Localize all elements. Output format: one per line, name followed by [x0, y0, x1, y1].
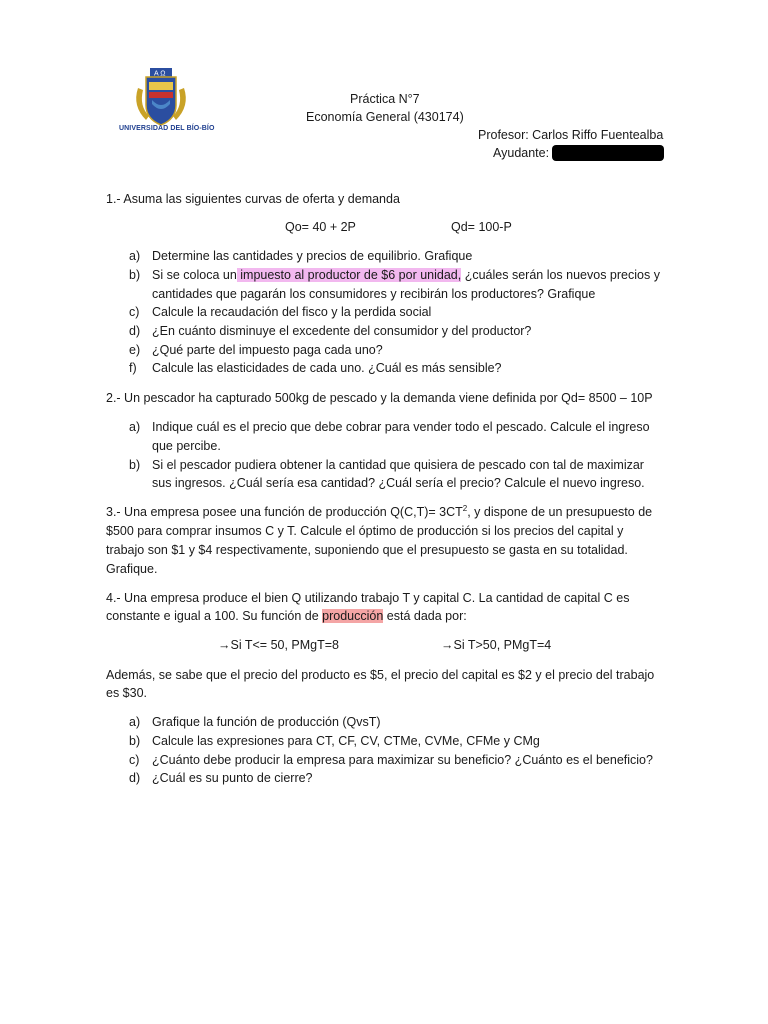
- q4-line2: [106, 609, 467, 623]
- q3-line4: Grafique.: [106, 562, 158, 576]
- q3-line1: [106, 505, 652, 519]
- q4-letter-c: c): [129, 753, 140, 767]
- q4-line2-post: está dada por:: [386, 609, 467, 623]
- q3-line3: trabajo son $1 y $4 respectivamente, suponiendo que el presupuesto se gasta en su totalidad.: [106, 543, 628, 557]
- q1-item-b-pre: Si se coloca un: [152, 268, 237, 282]
- q1-intro: 1.- Asuma las siguientes curvas de oferta y demanda: [106, 192, 400, 206]
- q4-line2-pre: constante e igual a 100. Su función de: [106, 609, 319, 623]
- q1-item-b: [152, 268, 660, 282]
- q1-letter-b: b): [129, 268, 141, 282]
- course-name: Economía General (430174): [306, 110, 464, 124]
- q1-letter-a: a): [129, 249, 141, 263]
- tax-highlight: impuesto al productor de $6 por unidad,: [236, 268, 462, 282]
- document-title: Práctica N°7: [350, 92, 420, 106]
- q2-intro: 2.- Un pescador ha capturado 500kg de pescado y la demanda viene definida por Qd= 8500 – 10P: [106, 391, 653, 405]
- assistant-label: Ayudante:: [493, 146, 550, 160]
- q1-supply-equation: Qo= 40 + 2P: [285, 220, 356, 234]
- q4-item-a: Grafique la función de producción (QvsT): [152, 715, 381, 729]
- svg-text:A Ω: A Ω: [154, 70, 166, 78]
- q1-item-a: Determine las cantidades y precios de equilibrio. Grafique: [152, 249, 473, 263]
- q1-item-b-post: ¿cuáles serán los nuevos precios y: [461, 268, 660, 282]
- q2-item-a-line2: que percibe.: [152, 439, 221, 453]
- q4-extra-line2: es $30.: [106, 686, 148, 700]
- q1-item-c: Calcule la recaudación del fisco y la perdida social: [152, 305, 432, 319]
- university-name: UNIVERSIDAD DEL BÍO-BÍO: [119, 125, 215, 132]
- q1-item-b-line2: cantidades que pagarán los consumidores y recibirán los productores? Grafique: [152, 287, 596, 301]
- q2-item-a: Indique cuál es el precio que debe cobrar para vender todo el pescado. Calcule el ingreso: [152, 420, 650, 434]
- q2-item-b-line2: sus ingresos. ¿Cuál sería esa cantidad? ¿Cuál sería el precio? Calcule el nuevo ingreso.: [152, 476, 645, 490]
- q4-item-c: ¿Cuánto debe producir la empresa para maximizar su beneficio? ¿Cuánto es el beneficio?: [152, 753, 653, 767]
- q4-letter-a: a): [129, 715, 141, 729]
- q4-item-d: ¿Cuál es su punto de cierre?: [152, 771, 313, 785]
- q1-letter-e: e): [129, 343, 141, 357]
- production-highlight: producción: [322, 609, 384, 623]
- q4-extra-line1: Además, se sabe que el precio del producto es $5, el precio del capital es $2 y el precio del trabajo: [106, 668, 655, 682]
- q1-letter-f: f): [129, 361, 137, 375]
- q4-item-b: Calcule las expresiones para CT, CF, CV, CTMe, CVMe, CFMe y CMg: [152, 734, 540, 748]
- q1-item-f: Calcule las elasticidades de cada uno. ¿Cuál es más sensible?: [152, 361, 502, 375]
- q1-demand-equation: Qd= 100-P: [451, 220, 512, 234]
- q2-item-b: Si el pescador pudiera obtener la cantidad que quisiera de pescado con tal de maximizar: [152, 458, 644, 472]
- q1-letter-c: c): [129, 305, 140, 319]
- q4-letter-d: d): [129, 771, 141, 785]
- exponent: 2: [462, 503, 468, 513]
- q1-item-e: ¿Qué parte del impuesto paga cada uno?: [152, 343, 383, 357]
- q1-letter-d: d): [129, 324, 141, 338]
- q4-letter-b: b): [129, 734, 141, 748]
- q3-line1-post: , y dispone de un presupuesto de: [467, 505, 653, 519]
- q1-item-d: ¿En cuánto disminuye el excedente del consumidor y del productor?: [152, 324, 532, 338]
- redaction-bar: [552, 145, 664, 161]
- q2-letter-a: a): [129, 420, 141, 434]
- q4-case-2: →Si T>50, PMgT=4: [441, 638, 552, 652]
- q4-case-1: →Si T<= 50, PMgT=8: [218, 638, 340, 652]
- q2-letter-b: b): [129, 458, 141, 472]
- professor-line: Profesor: Carlos Riffo Fuentealba: [478, 128, 664, 142]
- q3-line1-pre: 3.- Una empresa posee una función de producción Q(C,T)= 3CT: [106, 505, 463, 519]
- q4-line1: 4.- Una empresa produce el bien Q utilizando trabajo T y capital C. La cantidad de capital C es: [106, 591, 630, 605]
- q3-line2: $500 para comprar insumos C y T. Calcule el óptimo de producción si los precios del capital y: [106, 524, 624, 538]
